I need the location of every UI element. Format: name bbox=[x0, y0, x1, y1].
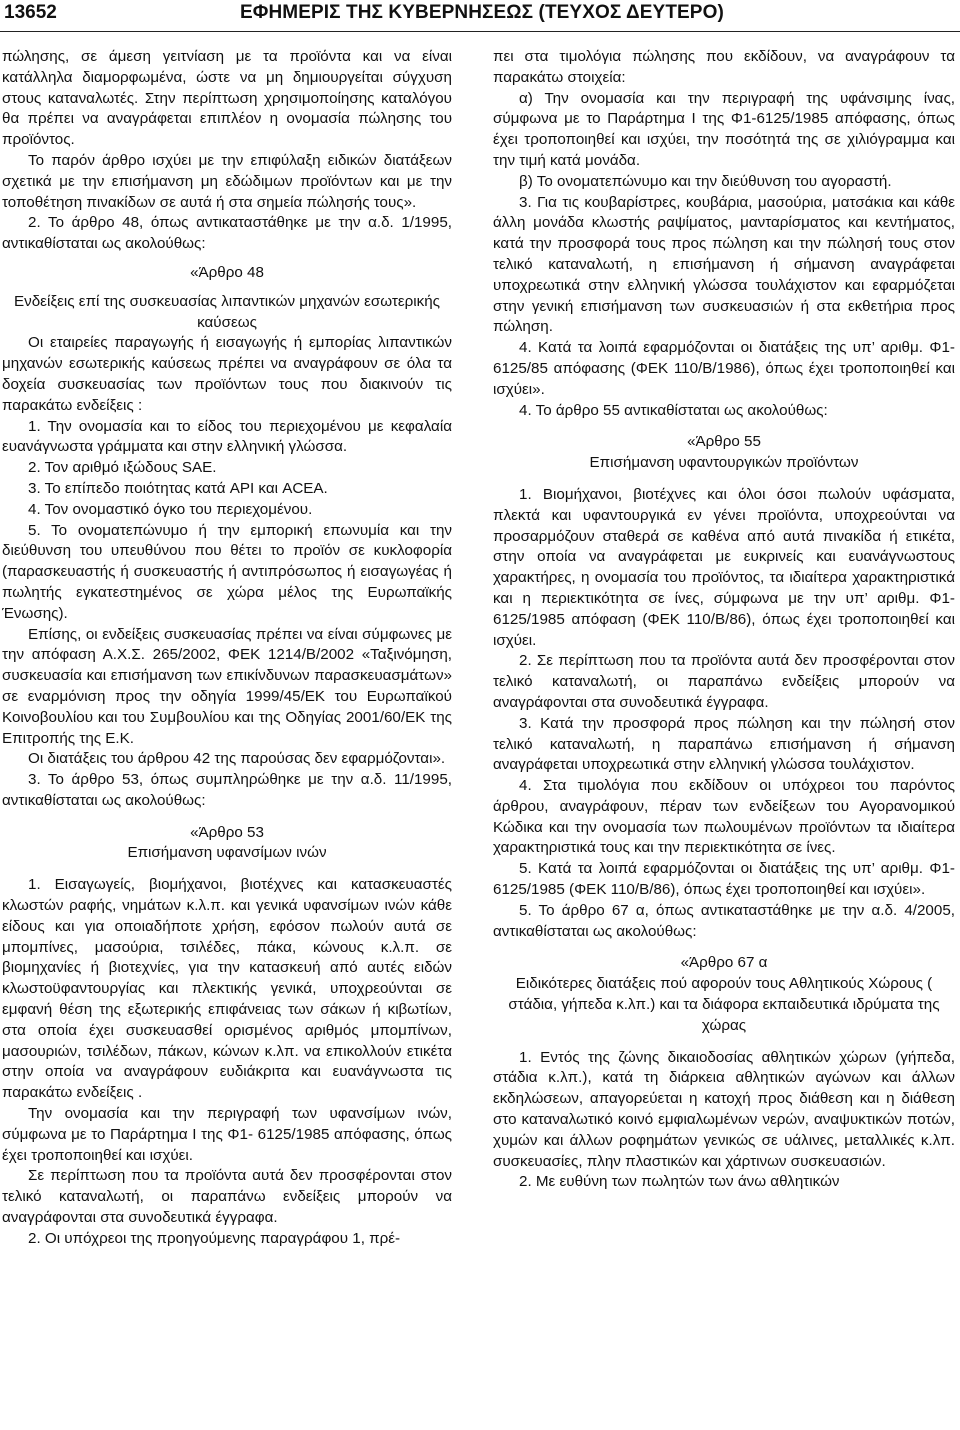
paragraph: Σε περίπτωση που τα προϊόντα αυτά δεν προσφέρονται στον τελικό καταναλωτή, οι παραπάνω ενδείξεις μπορούν να αναγράφονται στα συνοδευτικά έγγραφα. bbox=[2, 1167, 452, 1227]
paragraph: 5. Το ονοματεπώνυμο ή την εμπορική επωνυμία και την διεύθυνση του υπευθύνου που θέτει το προϊόν σε κυκλοφορία (παρασκευαστής ή συσκευαστής ή αντιπρόσωπος ή εισαγωγέας ή πωλητής εγκατεστημένος σε χώρα μέλος της Ευρωπαϊκής Ένωσης). bbox=[2, 521, 452, 622]
left-column bbox=[2, 47, 452, 1250]
paragraph: 1. Την ονομασία και το είδος του περιεχομένου με κεφαλαία ευανάγνωστα γράμματα και στην ελληνική γλώσσα. bbox=[2, 417, 452, 456]
article-heading: «Άρθρο 55 bbox=[687, 433, 761, 451]
paragraph: 3. Το άρθρο 53, όπως συμπληρώθηκε με την α.δ. 11/1995, αντικαθίσταται ως ακολούθως: bbox=[2, 771, 452, 809]
article-title: Ειδικότερες διατάξεις πού αφορούν τους Αθλητικούς Χώρους ( στάδια, γήπεδα κ.λπ.) και τα διάφορα εκπαιδευτικά ιδρύματα της χώρας bbox=[508, 975, 940, 1034]
paragraph: Την ονομασία και την περιγραφή των υφανσίμων ινών, σύμφωνα με το Παράρτημα Ι της Φ1- 6125/1985 απόφασης, όπως έχει τροποποιηθεί και ισχύει. bbox=[2, 1105, 452, 1164]
paragraph: 1. Εισαγωγείς, βιομήχανοι, βιοτέχνες και κατασκευαστές κλωστών ραφής, νημάτων κ.λ.π. και γενικά υφανσίμων ινών κάθε είδους και για οποιαδήποτε χρήση, εφόσον πωλούν αυτά σε μπομπίνες, μασούρια, τσιλέδες, πάκα, κώνους κ.λ.π. σε βιομηχανίες ή βιοτεχνίες, για την κατασκευή από αυτές ειδών κλωστοϋφαντουργίας και πλεκτικής γενικά, υποχρεούνται σε εμφανή θέση της εξωτερικής επιφάνειας των σάκων ή κιβωτίων, στα οποία έχει συσκευασθεί ορισμένος αριθμός μπομπίνων, μασουριών, τσιλέδων, πάκων, κώνων κ.λπ. να επικολλούν ετικέτα στην οποία να αναγράφουν ευδιάκριτα και ευανάγνωστα τις παρακάτω ενδείξεις . bbox=[2, 876, 452, 1102]
gazette-title: ΕΦΗΜΕΡΙΣ ΤΗΣ ΚΥΒΕΡΝΗΣΕΩΣ (ΤΕΥΧΟΣ ΔΕΥΤΕΡΟ) bbox=[240, 2, 724, 23]
article-title: Ενδείξεις επί της συσκευασίας λιπαντικών μηχανών εσωτερικής καύσεως bbox=[14, 292, 440, 331]
paragraph: 4. Το άρθρο 55 αντικαθίσταται ως ακολούθως: bbox=[519, 401, 828, 419]
paragraph: 2. Σε περίπτωση που τα προϊόντα αυτά δεν προσφέρονται στον τελικό καταναλωτή, οι παραπάνω ενδείξεις μπορούν να αναγράφονται στα συνοδευτικά έγγραφα. bbox=[493, 652, 955, 711]
paragraph: 5. Το άρθρο 67 α, όπως αντικαταστάθηκε με την α.δ. 4/2005, αντικαθίσταται ως ακολούθως: bbox=[493, 901, 955, 940]
page-number: 13652 bbox=[4, 2, 57, 23]
paragraph: 2. Το άρθρο 48, όπως αντικαταστάθηκε με την α.δ. 1/1995, αντικαθίσταται ως ακολούθως: bbox=[2, 214, 452, 253]
paragraph: Οι εταιρείες παραγωγής ή εισαγωγής ή εμπορίας λιπαντικών μηχανών εσωτερικής καύσεως πρέπει να αναγράφουν σε όλα τα δοχεία συσκευασίας των προϊόντων τους που διακινούν τις παρακάτω ενδείξεις : bbox=[2, 334, 452, 414]
paragraph: 4. Τον ονομαστικό όγκο του περιεχομένου. bbox=[28, 500, 313, 518]
paragraph: α) Την ονομασία και την περιγραφή της υφάνσιμης ίνας, σύμφωνα με το Παράρτημα Ι της Φ1-6125/1985 απόφασης, όπως έχει τροποποιηθεί και ισχύει, την ποσότητά της σε χιλιόγραμμα και την τιμή κατά μονάδα. bbox=[493, 89, 955, 169]
paragraph: Οι διατάξεις του άρθρου 42 της παρούσας δεν εφαρμόζονται». bbox=[28, 750, 446, 768]
article-heading: «Άρθρο 53 bbox=[190, 823, 264, 841]
page-header bbox=[0, 0, 960, 30]
paragraph: πώλησης, σε άμεση γειτνίαση με τα προϊόντα και να είναι κατάλληλα διαμορφωμένα, ώστε να μη δημιουργείται σύγχυση στους καταναλωτές. Στην περίπτωση χρησιμοποίησης καταλόγου θα πρέπει να αναγράφεται επιπλέον η ονομασία πώλησης του προϊόντος. bbox=[2, 48, 452, 149]
article-title: Επισήμανση υφαντουργικών προϊόντων bbox=[589, 454, 859, 472]
paragraph: 1. Βιομήχανοι, βιοτέχνες και όλοι όσοι πωλούν υφάσματα, πλεκτά και υφαντουργικά εν γένει προϊόντα, υποχρεούνται να προσαρμόζουν σταθερά σε καθένα από αυτά πινακίδα ή ετικέτα, στην οποία να αναγράφεται με ευκρινείς και ευανάγνωστους χαρακτήρες, η ονομασία του προϊόντος, τα ιδιαίτερα χαρακτηριστικά και η περιεκτικότητα σε ίνες, σύμφωνα με την υπ’ αριθμ. Φ1-6125/1985 απόφαση (ΦΕΚ 110/Β/86), όπως έχει τροποποιηθεί και ισχύει. bbox=[493, 485, 955, 649]
paragraph: Το παρόν άρθρο ισχύει με την επιφύλαξη ειδικών διατάξεων σχετικά με την επισήμανση μη εδώδιμων προϊόντων και με την τοποθέτηση πινακίδων σε αυτά ή στα σημεία πώλησής τους». bbox=[2, 151, 452, 211]
paragraph: Επίσης, οι ενδείξεις συσκευασίας πρέπει να είναι σύμφωνες με την απόφαση Α.Χ.Σ. 265/2002, ΦΕΚ 1214/Β/2002 «Ταξινόμηση, συσκευασία και επισήμανση των επικίνδυνων παρασκευασμάτων» σε εναρμόνιση προς την οδηγία 1999/45/ΕΚ του Ευρωπαϊκού Κοινοβουλίου και του Συμβουλίου και της Οδηγίας 2001/60/ΕΚ της Επιτροπής της Ε.Κ. bbox=[2, 625, 452, 747]
paragraph: β) Το ονοματεπώνυμο και την διεύθυνση του αγοραστή. bbox=[519, 172, 892, 190]
paragraph: 3. Το επίπεδο ποιότητας κατά API και ACEA. bbox=[28, 479, 328, 497]
paragraph: 3. Για τις κουβαρίστρες, κουβάρια, μασούρια, ματσάκια και κάθε άλλη μονάδα κλωστής ραψίματος, μανταρίσματος και κεντήματος, κατά την προσφορά τους προς πώληση και την πώλησή τους στον τελικό καταναλωτή, η επισήμανση ή σήμανση αναγράφεται υποχρεωτικά στην ελληνική γλώσσα τουλάχιστον και εφαρμόζεται στην γενική επισήμανση των συσκευασιών ή στα εκθετήρια προς πώληση. bbox=[493, 193, 955, 336]
header-rule bbox=[0, 31, 960, 32]
paragraph: 3. Κατά την προσφορά προς πώληση και την πώλησή στον τελικό καταναλωτή, η παραπάνω επισήμανση ή σήμανση αναγράφεται υποχρεωτικά στην ελληνική γλώσσα τουλάχιστον. bbox=[493, 714, 955, 774]
paragraph: 4. Κατά τα λοιπά εφαρμόζονται οι διατάξεις της υπ’ αριθμ. Φ1-6125/85 απόφασης (ΦΕΚ 110/Β/1986), όπως έχει τροποποιηθεί και ισχύει». bbox=[493, 339, 955, 398]
article-title: Επισήμανση υφανσίμων ινών bbox=[127, 844, 327, 862]
paragraph: 5. Κατά τα λοιπά εφαρμόζονται οι διατάξεις της υπ’ αριθμ. Φ1-6125/1985 (ΦΕΚ 110/Β/86), όπως έχει τροποποιηθεί και ισχύει». bbox=[493, 860, 955, 899]
paragraph: 2. Τον αριθμό ιξώδους SAE. bbox=[28, 459, 217, 477]
article-heading: «Άρθρο 48 bbox=[190, 263, 264, 281]
paragraph: πει στα τιμολόγια πώλησης που εκδίδουν, να αναγράφουν τα παρακάτω στοιχεία: bbox=[493, 48, 955, 86]
paragraph: 2. Με ευθύνη των πωλητών των άνω αθλητικών bbox=[519, 1173, 840, 1191]
paragraph: 1. Εντός της ζώνης δικαιοδοσίας αθλητικών χώρων (γήπεδα, στάδια κ.λπ.), κατά τη διάρκεια αθλητικών αγώνων και άλλων εκδηλώσεων, απαγορεύεται η κατοχή προς διάθεση και η διάθεση στο καταναλωτικό κοινό εμφιαλωμένων νερών, αναψυκτικών ποτών, χυμών και άλλων ροφημάτων γενικώς σε υάλινες, μεταλλικές κ.λπ. συσκευασίες, πλην πλαστικών και χάρτινων συσκευασιών. bbox=[493, 1048, 955, 1170]
article-heading: «Άρθρο 67 α bbox=[680, 954, 768, 972]
paragraph: 4. Στα τιμολόγια που εκδίδουν οι υπόχρεοι του παρόντος άρθρου, αναγράφουν, πέραν των ενδείξεων του Αγορανομικού Κώδικα και την ονομασία των πωλουμένων προϊόντων τα ιδιαίτερα χαρακτηριστικά τους και την περιεκτικότητα σε ίνες. bbox=[493, 777, 955, 857]
paragraph: 2. Οι υπόχρεοι της προηγούμενης παραγράφου 1, πρέ- bbox=[28, 1229, 401, 1247]
right-column bbox=[493, 47, 955, 1193]
